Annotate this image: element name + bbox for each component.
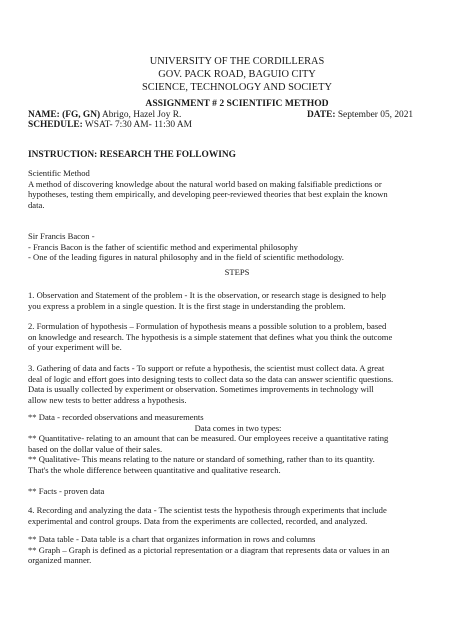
data-type-line: based on the dollar value of their sales. [28,443,163,454]
bacon-line: - Francis Bacon is the father of scientific method and experimental philosophy [28,241,298,252]
step-1-line: 1. Observation and Statement of the problem - It is the observation, or research stage is designed to help [28,290,386,300]
university-name: UNIVERSITY OF THE CORDILLERAS [149,56,325,67]
step-2-line: 2. Formulation of hypothesis – Formulation of hypothesis means a possible solution to a problem, based [28,321,387,331]
data-table-line: ** Data table - Data table is a chart that organizes information in rows and columns [28,534,316,544]
bacon-heading: Sir Francis Bacon - [28,231,95,241]
data-section [28,412,448,476]
facts-line: ** Facts - proven data [28,486,105,496]
data-type-line: ** Quantitative- relating to an amount that can be measured. Our employees receive a quantitative rating [28,433,389,444]
university-address: GOV. PACK ROAD, BAGUIO CITY [158,69,316,80]
instruction-heading: INSTRUCTION: RESEARCH THE FOLLOWING [28,150,236,160]
steps-heading: STEPS [224,267,250,277]
step-2-line: of your experiment will be. [28,342,122,353]
course-name: SCIENCE, TECHNOLOGY AND SOCIETY [142,82,332,93]
step-1-line: you express a problem in a single question. It is the first stage in understanding the problem. [28,300,346,311]
step-3-line: allow new tests to better address a hypothesis. [28,394,187,405]
step-4-line: experimental and control groups. Data from the experiments are collected, recorded, and analyzed. [28,515,368,526]
step-4-line: 4. Recording and analyzing the data - The scientist tests the hypothesis through experiments that include [28,505,387,515]
step-3 [28,363,448,405]
scientific-method-line: A method of discovering knowledge about the natural world based on making falsifiable predictions or [28,178,382,189]
step-4 [28,505,448,526]
document-header [0,55,474,94]
scientific-method-section [28,168,448,210]
bacon-section [28,231,448,263]
name-label: NAME: (FG, GN) [28,110,101,120]
data-table-graph-section [28,534,448,566]
step-2-line: on knowledge and research. The hypothesis is a simple statement that defines what you think the outcome [28,331,393,342]
graph-line: ** Graph – Graph is defined as a pictorial representation or a diagram that represents data or values in an [28,544,390,555]
step-2 [28,321,448,353]
graph-line: organized manner. [28,555,92,566]
date-line [307,110,413,121]
data-type-line: That's the whole difference between quantitative and qualitative research. [28,464,281,475]
data-definition: ** Data - recorded observations and measurements [28,412,204,422]
scientific-method-heading: Scientific Method [28,168,90,178]
date-value: September 05, 2021 [335,110,414,120]
step-1 [28,290,448,311]
scientific-method-line: hypotheses, testing them empirically, and developing peer-reviewed theories that best explain the known [28,189,388,200]
data-types-heading: Data comes in two types: [194,422,282,433]
schedule-label: SCHEDULE: [28,120,83,130]
step-3-line: 3. Gathering of data and facts - To support or refute a hypothesis, the scientist must collect data. A great [28,363,385,373]
step-3-line: deal of logic and effort goes into designing tests to collect data so the data can answer scientific questions. [28,373,394,384]
date-label: DATE: [307,110,336,120]
name-line [28,110,181,121]
schedule-value: WSAT- 7:30 AM- 11:30 AM [82,120,193,130]
scientific-method-line: data. [28,199,45,210]
schedule-line [28,120,192,131]
step-3-line: Data is usually collected by experiment or observation. Sometimes improvements in technology will [28,384,374,395]
assignment-title: ASSIGNMENT # 2 SCIENTIFIC METHOD [145,98,329,109]
name-value: Abrigo, Hazel Joy R. [100,110,182,120]
bacon-line: - One of the leading figures in natural philosophy and in the field of scientific methodology. [28,252,344,263]
data-type-line: ** Qualitative- This means relating to the nature or standard of something, rather than to its quantity. [28,454,375,465]
